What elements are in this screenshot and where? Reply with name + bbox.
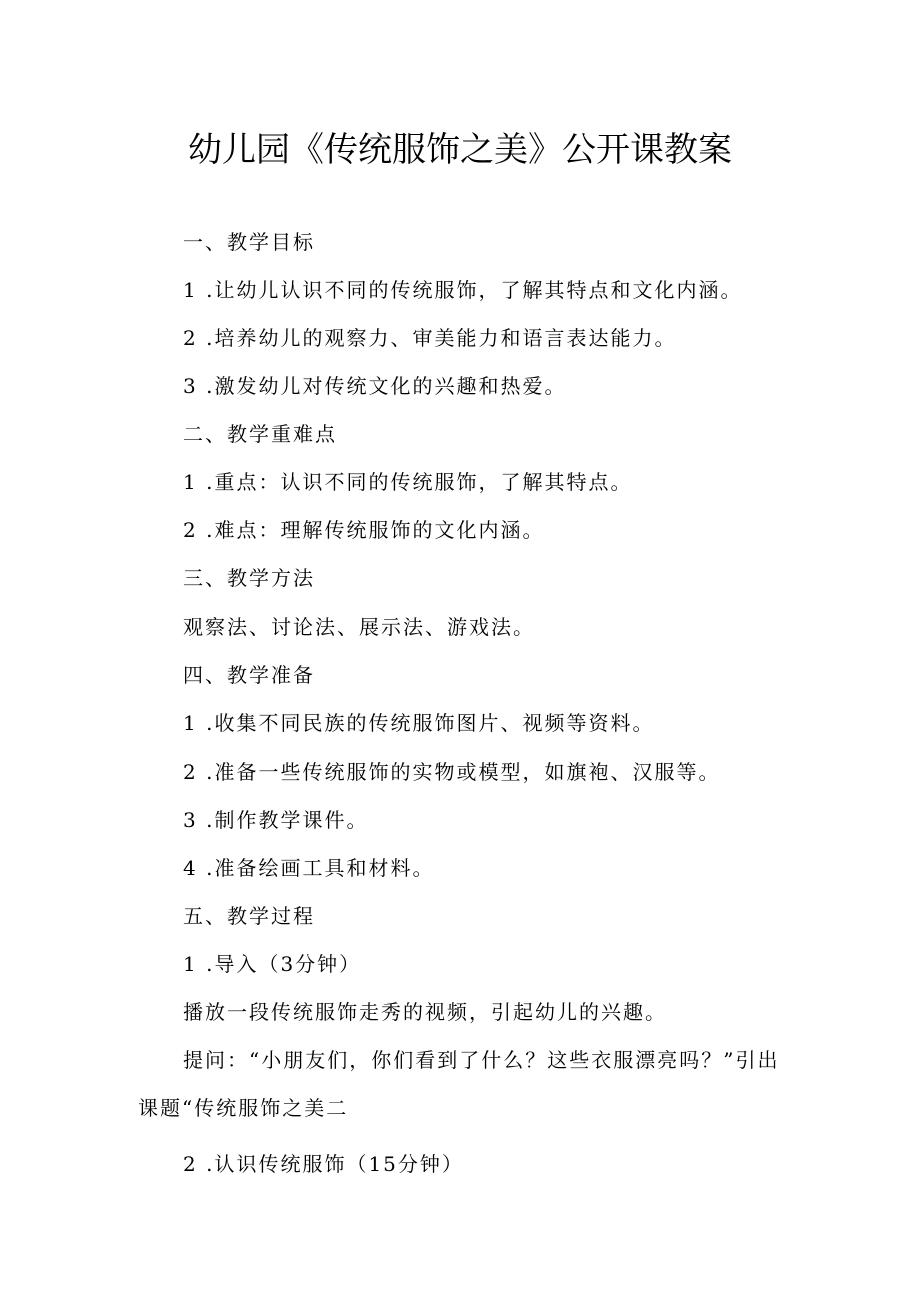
- key-point-item-1: 1 .重点：认识不同的传统服饰，了解其特点。: [183, 470, 633, 494]
- process-step-1-question-continued: 课题“传统服饰之美二: [138, 1096, 349, 1120]
- process-step-1-heading: 1 .导入（3分钟）: [183, 952, 362, 976]
- process-step-1-question: 提问：“小朋友们，你们看到了什么？这些衣服漂亮吗？”引出: [183, 1048, 780, 1072]
- key-point-item-2: 2 .难点：理解传统服饰的文化内涵。: [183, 518, 545, 542]
- section-heading-objectives: 一、教学目标: [183, 230, 315, 254]
- process-step-2-heading: 2 .认识传统服饰（15分钟）: [183, 1152, 464, 1176]
- objective-item-3: 3 .激发幼儿对传统文化的兴趣和热爱。: [183, 374, 567, 398]
- section-heading-preparation: 四、教学准备: [183, 663, 315, 687]
- section-heading-methods: 三、教学方法: [183, 566, 315, 590]
- objective-item-2: 2 .培养幼儿的观察力、审美能力和语言表达能力。: [183, 326, 677, 350]
- preparation-item-2: 2 .准备一些传统服饰的实物或模型，如旗袍、汉服等。: [183, 760, 721, 784]
- process-step-1-text: 播放一段传统服饰走秀的视频，引起幼儿的兴趣。: [183, 1000, 667, 1024]
- objective-item-1: 1 .让幼儿认识不同的传统服饰，了解其特点和文化内涵。: [183, 278, 743, 302]
- preparation-item-4: 4 .准备绘画工具和材料。: [183, 856, 435, 880]
- section-heading-key-points: 二、教学重难点: [183, 422, 337, 446]
- preparation-item-1: 1 .收集不同民族的传统服饰图片、视频等资料。: [183, 711, 655, 735]
- methods-text: 观察法、讨论法、展示法、游戏法。: [183, 615, 535, 639]
- preparation-item-3: 3 .制作教学课件。: [183, 808, 369, 832]
- section-heading-process: 五、教学过程: [183, 904, 315, 928]
- document-title: 幼儿园《传统服饰之美》公开课教案: [188, 130, 732, 170]
